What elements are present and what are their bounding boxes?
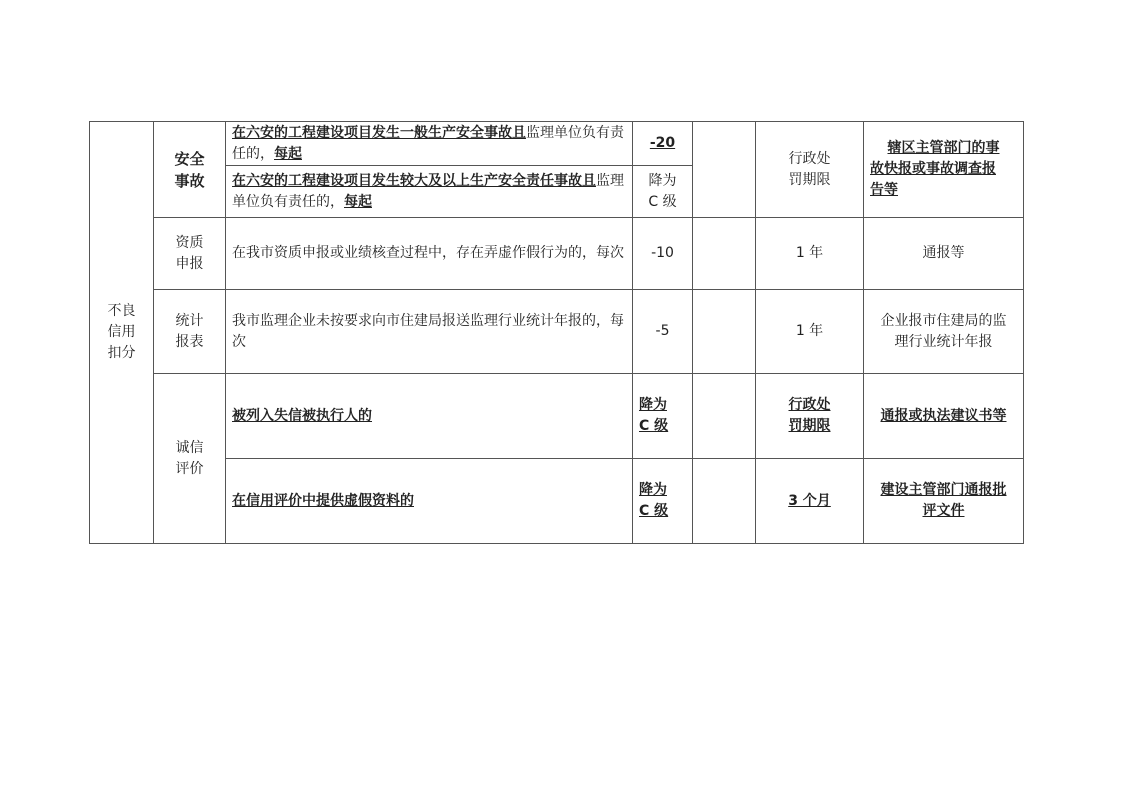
period-line: 罚期限 <box>788 418 831 434</box>
subcategory-line: 申报 <box>175 255 204 272</box>
description-bold: 在六安的工程建设项目发生一般生产安全事故且 <box>232 124 526 141</box>
subcategory-cell <box>154 122 226 218</box>
description-text: 被列入失信被执行人的 <box>232 407 372 424</box>
score-line: C 级 <box>639 503 669 519</box>
period-value: 1 年 <box>795 323 824 339</box>
category-line: 信用 <box>107 324 136 340</box>
period-value: 3 个月 <box>788 492 831 509</box>
score-value: -5 <box>655 323 670 339</box>
score-cell <box>633 122 693 166</box>
score-cell <box>633 218 693 290</box>
method-cell <box>864 459 1024 544</box>
subcategory-line: 资质 <box>175 234 204 251</box>
period-cell <box>756 290 864 374</box>
method-line: 辖区主管部门的事 <box>887 140 1000 156</box>
method-value: 通报等 <box>922 245 965 261</box>
description-bold: 在六安的工程建设项目发生较大及以上生产安全责任事故且 <box>232 172 596 189</box>
subcategory-line: 报表 <box>175 333 204 350</box>
method-cell <box>864 374 1024 459</box>
table-row <box>90 374 1024 459</box>
period-line: 行政处 <box>788 150 831 167</box>
score-cell <box>633 374 693 459</box>
term-cell <box>693 290 756 374</box>
period-value: 1 年 <box>795 245 824 261</box>
period-cell <box>756 459 864 544</box>
description-plain: 监理单位负有责任的， <box>232 124 624 162</box>
subcategory-cell <box>154 290 226 374</box>
table-row <box>90 290 1024 374</box>
description-plain: 监理单位负有责任的， <box>232 172 624 210</box>
score-cell <box>633 166 693 218</box>
description-tail: 每起 <box>344 193 372 210</box>
term-cell <box>693 374 756 459</box>
description-cell <box>226 290 633 374</box>
term-cell <box>693 218 756 290</box>
score-cell <box>633 290 693 374</box>
table-row <box>90 218 1024 290</box>
description-cell <box>226 374 633 459</box>
score-line: 降为 <box>639 397 667 413</box>
description-text: 我市监理企业未按要求向市住建局报送监理行业统计年报的，每次 <box>232 312 624 350</box>
score-value: -20 <box>649 135 676 151</box>
description-text: 在信用评价中提供虚假资料的 <box>232 492 414 509</box>
description-cell <box>226 459 633 544</box>
category-line: 扣分 <box>107 345 136 361</box>
method-line: 故快报或事故调查报 <box>870 161 996 177</box>
term-cell <box>693 122 756 218</box>
method-line: 建设主管部门通报批 <box>880 482 1007 498</box>
subcategory-cell <box>154 218 226 290</box>
method-line: 告等 <box>870 182 898 198</box>
score-line: C 级 <box>648 193 677 210</box>
score-line: 降为 <box>648 172 677 189</box>
period-cell <box>756 218 864 290</box>
table-row <box>90 122 1024 166</box>
term-cell <box>693 459 756 544</box>
penalty-table <box>89 121 1024 544</box>
period-cell <box>756 374 864 459</box>
score-line: 降为 <box>639 482 667 498</box>
method-cell <box>864 218 1024 290</box>
period-line: 行政处 <box>788 397 831 413</box>
score-cell <box>633 459 693 544</box>
score-value: -10 <box>651 245 674 261</box>
method-value: 通报或执法建议书等 <box>880 407 1007 424</box>
method-line: 企业报市住建局的监 <box>880 312 1007 329</box>
subcategory-cell <box>154 374 226 544</box>
period-cell <box>756 122 864 218</box>
method-cell <box>864 290 1024 374</box>
category-cell <box>90 122 154 544</box>
description-cell <box>226 218 633 290</box>
table-row <box>90 459 1024 544</box>
subcategory-line: 诚信 <box>175 439 204 456</box>
description-tail: 每起 <box>274 145 302 162</box>
method-cell <box>864 122 1024 218</box>
period-line: 罚期限 <box>788 171 831 188</box>
method-line: 理行业统计年报 <box>894 333 993 350</box>
score-line: C 级 <box>639 418 669 434</box>
description-cell <box>226 122 633 166</box>
method-line: 评文件 <box>922 503 965 519</box>
subcategory-line: 评价 <box>175 460 204 477</box>
description-text: 在我市资质申报或业绩核查过程中，存在弄虚作假行为的，每次 <box>232 245 624 261</box>
category-line: 不良 <box>107 303 136 319</box>
description-cell <box>226 166 633 218</box>
subcategory-line: 统计 <box>175 312 204 329</box>
subcategory-label: 安全事故 <box>174 149 205 190</box>
